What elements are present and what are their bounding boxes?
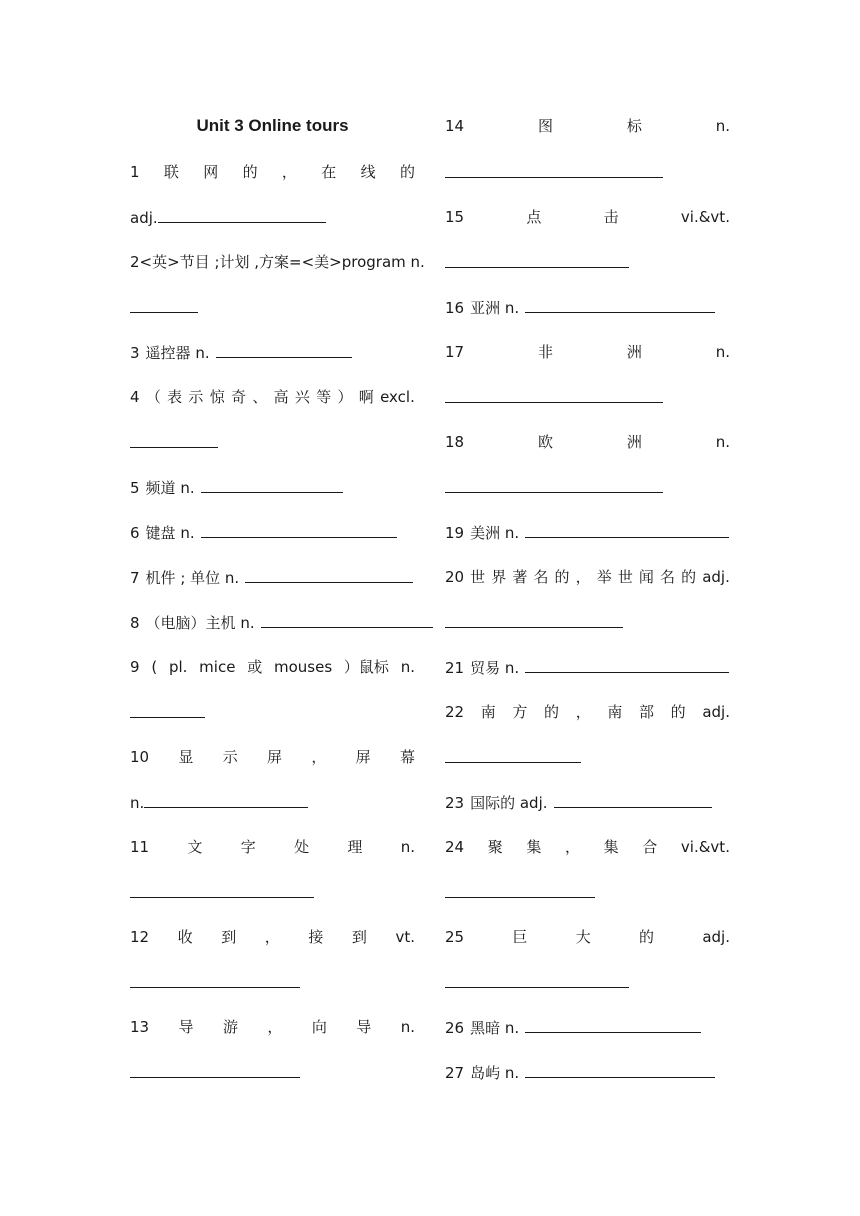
answer-blank[interactable]: [201, 477, 343, 493]
item-13-answer: [130, 1062, 415, 1082]
item-5: 5 频道 n.: [130, 477, 415, 497]
item-1-prompt: 1 联 网 的 ， 在 线 的: [130, 163, 415, 181]
answer-blank[interactable]: [445, 252, 629, 268]
item-18-answer: [445, 477, 730, 497]
item-10-prompt: 10 显 示 屏 ， 屏 幕: [130, 748, 415, 766]
item-26: 26 黑暗 n.: [445, 1017, 730, 1037]
answer-blank[interactable]: [525, 1017, 701, 1033]
item-11-answer: [130, 882, 415, 902]
item-17-answer: [445, 387, 730, 407]
item-14-prompt: 14 图 标 n.: [445, 117, 730, 135]
item-24-prompt: 24 聚 集 ， 集 合 vi.&vt.: [445, 838, 730, 856]
item-21: 21 贸易 n.: [445, 657, 730, 677]
answer-blank[interactable]: [525, 657, 729, 673]
answer-blank[interactable]: [261, 612, 433, 628]
item-17-prompt: 17 非 洲 n.: [445, 343, 730, 361]
answer-blank[interactable]: [130, 972, 300, 988]
answer-blank[interactable]: [130, 1062, 300, 1078]
item-12-answer: [130, 972, 415, 992]
item-7: 7 机件 ; 单位 n.: [130, 567, 415, 587]
item-22-prompt: 22 南 方 的 ， 南 部 的 adj.: [445, 703, 730, 721]
item-6: 6 键盘 n.: [130, 522, 415, 542]
item-20-prompt: 20 世 界 著 名 的 ， 举 世 闻 名 的 adj.: [445, 568, 730, 586]
answer-blank[interactable]: [525, 1062, 715, 1078]
item-20-answer: [445, 612, 730, 632]
item-2-prompt: 2<英>节目 ;计划 ,方案=<美>program n.: [130, 253, 425, 271]
answer-blank[interactable]: [245, 567, 413, 583]
item-8: 8 （电脑）主机 n.: [130, 612, 415, 632]
item-27: 27 岛屿 n.: [445, 1062, 730, 1082]
answer-blank[interactable]: [445, 387, 663, 403]
answer-blank[interactable]: [445, 747, 581, 763]
item-9-answer: [130, 702, 415, 722]
item-1-answer: adj.: [130, 207, 415, 227]
item-4-prompt: 4 （ 表 示 惊 奇 、 高 兴 等 ） 啊 excl.: [130, 388, 415, 406]
answer-blank[interactable]: [130, 882, 314, 898]
answer-blank[interactable]: [216, 342, 352, 358]
worksheet-title: Unit 3 Online tours: [196, 116, 349, 135]
item-2-answer: [130, 297, 415, 317]
answer-blank[interactable]: [445, 612, 623, 628]
item-14-answer: [445, 162, 730, 182]
item-15-prompt: 15 点 击 vi.&vt.: [445, 208, 730, 226]
answer-blank[interactable]: [445, 477, 663, 493]
item-15-answer: [445, 252, 730, 272]
item-23: 23 国际的 adj.: [445, 792, 730, 812]
answer-blank[interactable]: [445, 972, 629, 988]
item-25-prompt: 25 巨 大 的 adj.: [445, 928, 730, 946]
answer-blank[interactable]: [554, 792, 712, 808]
item-10-answer: n.: [130, 792, 415, 812]
answer-blank[interactable]: [130, 432, 218, 448]
item-13-prompt: 13 导 游 ， 向 导 n.: [130, 1018, 415, 1036]
item-19: 19 美洲 n.: [445, 522, 730, 542]
answer-blank[interactable]: [158, 207, 326, 223]
answer-blank[interactable]: [130, 702, 205, 718]
item-16: 16 亚洲 n.: [445, 297, 730, 317]
answer-blank[interactable]: [445, 882, 595, 898]
answer-blank[interactable]: [525, 297, 715, 313]
answer-blank[interactable]: [144, 792, 308, 808]
item-12-prompt: 12 收 到 ， 接 到 vt.: [130, 928, 415, 946]
item-4-answer: [130, 432, 415, 452]
answer-blank[interactable]: [445, 162, 663, 178]
item-18-prompt: 18 欧 洲 n.: [445, 433, 730, 451]
item-9-prompt: 9 ( pl. mice 或 mouses ）鼠标 n.: [130, 658, 415, 676]
answer-blank[interactable]: [201, 522, 397, 538]
item-24-answer: [445, 882, 730, 902]
item-25-answer: [445, 972, 730, 992]
item-22-answer: [445, 747, 730, 767]
item-3: 3 遥控器 n.: [130, 342, 415, 362]
answer-blank[interactable]: [130, 297, 198, 313]
item-11-prompt: 11 文 字 处 理 n.: [130, 838, 415, 856]
answer-blank[interactable]: [525, 522, 729, 538]
